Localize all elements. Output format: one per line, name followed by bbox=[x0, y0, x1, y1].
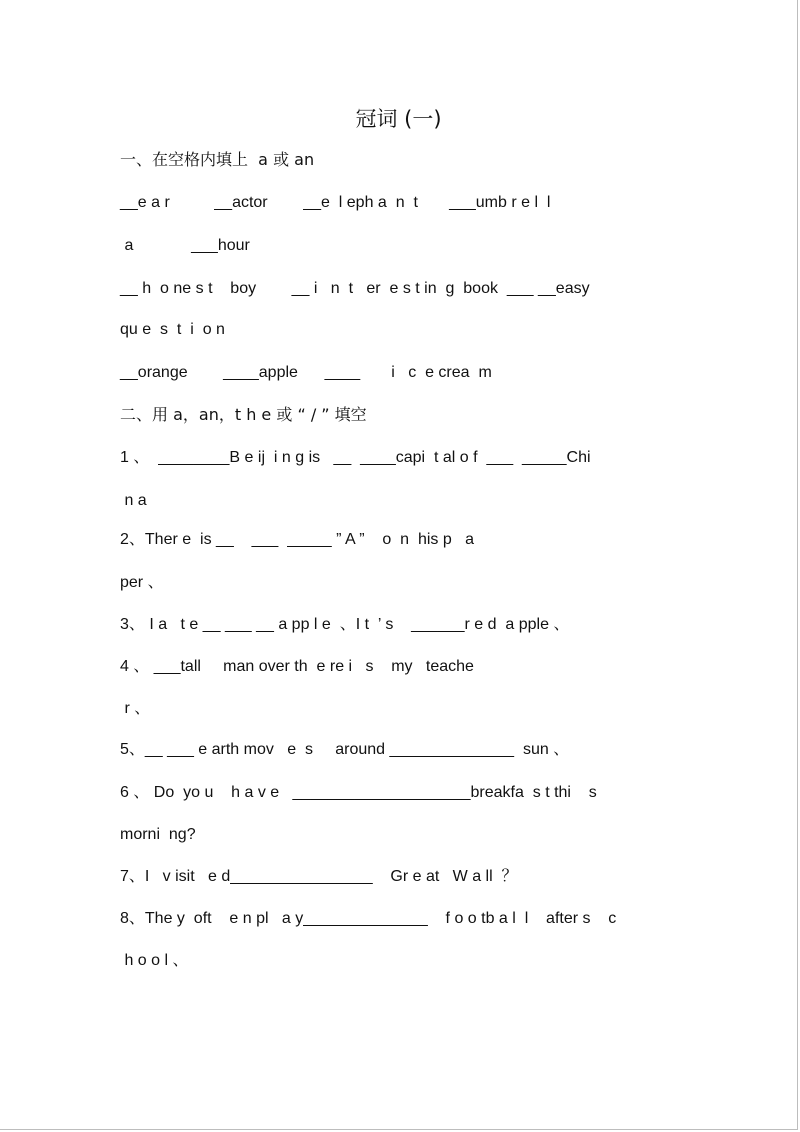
section-1-line-5: __orange ____apple ____ i c e crea m bbox=[120, 364, 492, 381]
section-2-line-7: r 、 bbox=[120, 700, 151, 717]
section-1-line-2: a ___hour bbox=[120, 237, 250, 254]
section-2-line-5: 3、 I a t e __ ___ __ a pp l e 、I t ’ s ______r e d a pple 、 bbox=[120, 616, 570, 633]
section-2-line-6: 4 、 ___tall man over th e re i s my teache bbox=[120, 658, 474, 675]
section-2-line-10: morni ng? bbox=[120, 826, 196, 843]
section-2-line-4: per 、 bbox=[120, 574, 164, 591]
section-2-line-12: 8、The y oft e n pl a y______________ f o o tb a l l after s c bbox=[120, 910, 617, 927]
section-2-line-2: n a bbox=[120, 492, 147, 509]
section-1-line-3: __ h o ne s t boy __ i n t er e s t in g book ___ __easy bbox=[120, 280, 590, 297]
section-2-line-1: 1 、 ________B e ij i n g is __ ____capi t al o f ___ _____Chi bbox=[120, 449, 591, 466]
section-2-line-11: 7、I v isit e d________________ Gr e at W a ll ？ bbox=[120, 868, 518, 885]
section-2-line-13: h o o l 、 bbox=[120, 952, 189, 969]
section-2-heading: 二、用 a，an，t h e 或 “ / ” 填空 bbox=[120, 405, 367, 424]
section-1-heading: 一、在空格内填上 a 或 an bbox=[120, 150, 315, 169]
section-2-line-9: 6 、 Do yo u h a v e ____________________breakfa s t thi s bbox=[120, 784, 597, 801]
section-1-line-1: __e a r __actor __e l eph a n t ___umb r e l l bbox=[120, 194, 551, 211]
page-title: 冠词 (一) bbox=[355, 107, 442, 131]
section-1-line-4: qu e s t i o n bbox=[120, 321, 225, 338]
section-2-line-8: 5、__ ___ e arth mov e s around ______________ sun 、 bbox=[120, 741, 570, 758]
section-2-line-3: 2、Ther e is __ ___ _____ ” A ” o n his p a bbox=[120, 531, 474, 548]
